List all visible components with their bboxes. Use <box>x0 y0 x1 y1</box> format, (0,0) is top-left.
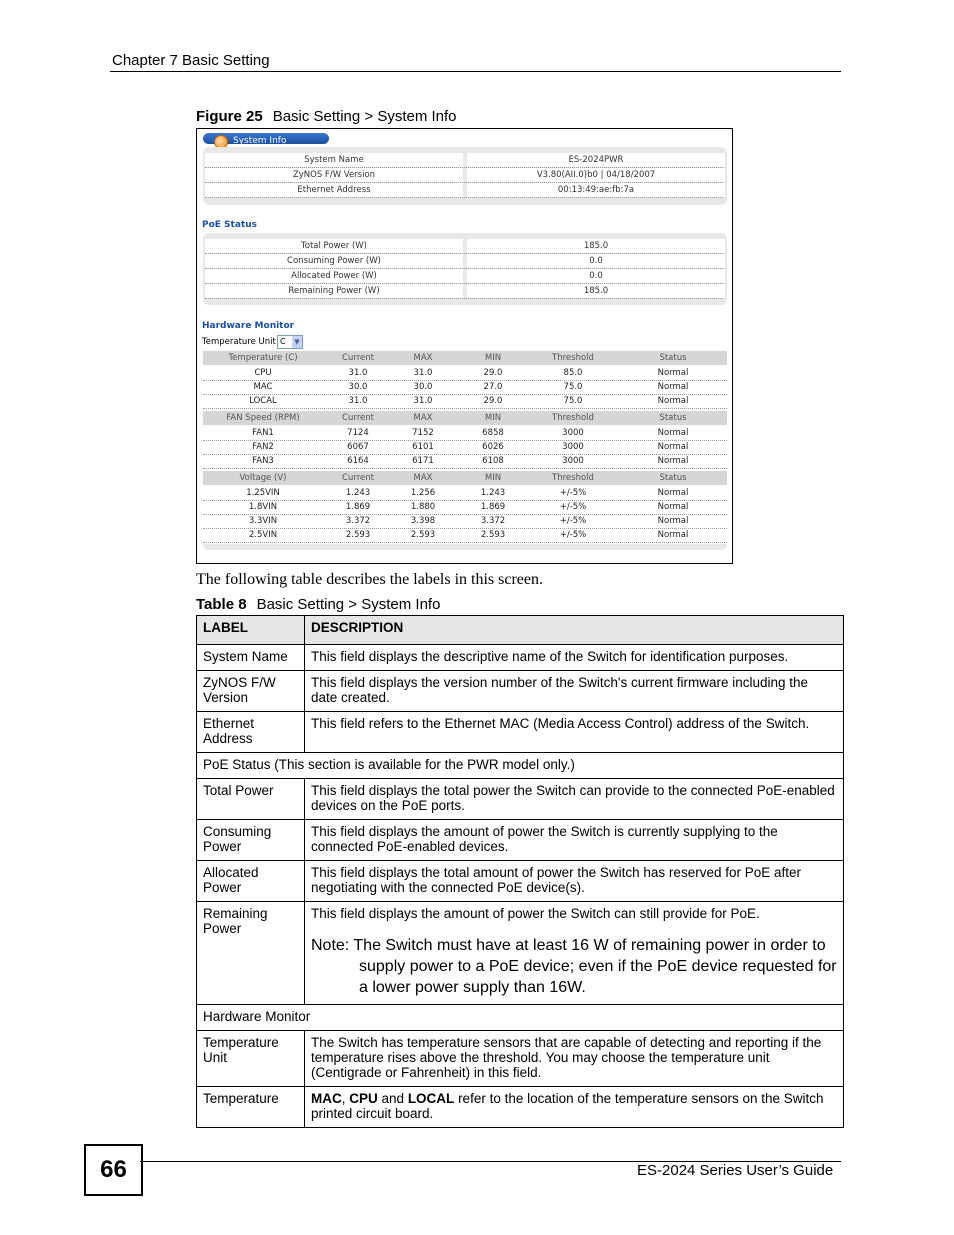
cell: +/-5% <box>559 488 587 498</box>
cell: MAC <box>253 382 273 392</box>
col-header: Status <box>659 473 687 483</box>
cell: 3.372 <box>345 516 371 526</box>
cell: 31.0 <box>413 368 433 378</box>
col-header: Status <box>659 353 687 363</box>
conjunction: and <box>377 1091 408 1106</box>
cell: 3.398 <box>410 516 436 526</box>
cell: 31.0 <box>348 368 368 378</box>
cell: 3000 <box>562 428 584 438</box>
col-header: Current <box>342 353 374 363</box>
info-value: V3.80(AII.0)b0 | 04/18/2007 <box>467 168 725 182</box>
voltage-row <box>203 514 727 529</box>
cell: Normal <box>657 428 689 438</box>
figure-title: Basic Setting > System Info <box>272 108 457 125</box>
cell: 1.243 <box>345 488 371 498</box>
cell: 1.869 <box>345 502 371 512</box>
col-header: MAX <box>413 413 433 423</box>
info-value: 00:13:49:ae:fb:7a <box>467 183 725 197</box>
col-header: FAN Speed (RPM) <box>226 413 300 423</box>
cell: 2.593 <box>410 530 436 540</box>
cell: 29.0 <box>483 396 503 406</box>
cell: FAN1 <box>252 428 274 438</box>
row-description: This field refers to the Ethernet MAC (Media Access Control) address of the Switch. <box>305 712 844 753</box>
voltage-row <box>203 528 727 543</box>
cell: 29.0 <box>483 368 503 378</box>
note-text: Note: The Switch must have at least 16 W of remaining power in order to supply power to a PoE device; even if the PoE device requested for a lower power supply than 16W. <box>311 937 837 996</box>
cell: 6858 <box>482 428 504 438</box>
fan-header <box>203 411 727 425</box>
cell: +/-5% <box>559 516 587 526</box>
table-row <box>197 712 844 753</box>
cell: 6171 <box>412 456 434 466</box>
table-row <box>197 902 844 1005</box>
voltage-row <box>203 486 727 501</box>
voltage-header <box>203 471 727 485</box>
temperature-unit-value: C <box>280 337 286 346</box>
hardware-section-label: Hardware Monitor <box>197 1005 844 1031</box>
row-description-cell <box>305 902 844 1005</box>
table-row <box>197 1031 844 1087</box>
poe-value: 185.0 <box>467 239 725 253</box>
chevron-down-icon[interactable]: ▼ <box>292 336 302 348</box>
info-row <box>205 168 723 183</box>
cell: 30.0 <box>348 382 368 392</box>
cell: 30.0 <box>413 382 433 392</box>
col-header: Threshold <box>552 413 594 423</box>
table-row <box>197 820 844 861</box>
row-label: ZyNOS F/W Version <box>197 671 305 712</box>
temperature-header <box>203 351 727 365</box>
info-row <box>205 153 723 168</box>
separator: , <box>341 1091 350 1106</box>
cell: 7152 <box>412 428 434 438</box>
system-info-screenshot <box>196 128 733 564</box>
cell: LOCAL <box>249 396 277 406</box>
poe-value: 185.0 <box>467 284 725 298</box>
intro-text: The following table describes the labels in this screen. <box>196 571 544 588</box>
fan-row <box>203 440 727 455</box>
row-description: refer to the location of the temperature sensors on the Switch printed circuit board. <box>311 1091 824 1121</box>
poe-key: Consuming Power (W) <box>205 254 463 268</box>
cpu-term: CPU <box>349 1091 378 1106</box>
fan-row <box>203 426 727 441</box>
cell: FAN3 <box>252 456 274 466</box>
cell: Normal <box>657 382 689 392</box>
cell: Normal <box>657 488 689 498</box>
row-label: Temperature <box>197 1087 305 1128</box>
poe-row <box>205 284 723 299</box>
row-label: Allocated Power <box>197 861 305 902</box>
cell: 6164 <box>347 456 369 466</box>
poe-status-title: PoE Status <box>202 220 257 230</box>
cell: 1.8VIN <box>248 502 278 512</box>
cell: 75.0 <box>563 382 583 392</box>
info-key: System Name <box>205 153 463 167</box>
tab-system-info[interactable] <box>203 133 329 144</box>
cell: 75.0 <box>563 396 583 406</box>
temperature-row <box>203 380 727 395</box>
hardware-monitor-panel-bottom <box>203 544 727 550</box>
col-header: Current <box>342 473 374 483</box>
cell: Normal <box>657 442 689 452</box>
row-description-cell <box>305 1087 844 1128</box>
section-row <box>197 1005 844 1031</box>
row-label: System Name <box>197 645 305 671</box>
cell: 3000 <box>562 456 584 466</box>
table-caption <box>196 596 440 613</box>
figure-label: Figure 25 <box>196 108 263 125</box>
poe-value: 0.0 <box>467 269 725 283</box>
description-header: DESCRIPTION <box>305 616 844 645</box>
cell: 3.3VIN <box>248 516 278 526</box>
cell: 31.0 <box>413 396 433 406</box>
poe-value: 0.0 <box>467 254 725 268</box>
poe-row <box>205 254 723 269</box>
section-row <box>197 753 844 779</box>
info-value: ES-2024PWR <box>467 153 725 167</box>
info-row <box>205 183 723 198</box>
poe-key: Remaining Power (W) <box>205 284 463 298</box>
table-row <box>197 671 844 712</box>
voltage-row <box>203 500 727 515</box>
cell: 27.0 <box>483 382 503 392</box>
poe-section-label: PoE Status (This section is available for the PWR model only.) <box>197 753 844 779</box>
cell: 6101 <box>412 442 434 452</box>
row-description: This field displays the amount of power the Switch can still provide for PoE. <box>311 906 760 921</box>
cell: Normal <box>657 456 689 466</box>
system-info-panel <box>203 147 727 205</box>
col-header: MIN <box>484 353 502 363</box>
cell: 7124 <box>347 428 369 438</box>
page-number: 66 <box>84 1144 143 1196</box>
col-header: Temperature (C) <box>228 353 298 363</box>
poe-row <box>205 269 723 284</box>
row-description: The Switch has temperature sensors that are capable of detecting and reporting if the temperature rises above the threshold. You may choose the temperature unit (Centigrade or Fahrenheit) in this field. <box>305 1031 844 1087</box>
table-row <box>197 1087 844 1128</box>
local-term: LOCAL <box>407 1091 455 1106</box>
info-key: Ethernet Address <box>205 183 463 197</box>
cell: 1.869 <box>480 502 506 512</box>
col-header: Threshold <box>552 473 594 483</box>
cell: FAN2 <box>252 442 274 452</box>
table-header-row <box>197 616 844 645</box>
temperature-row <box>203 394 727 409</box>
cell: 6067 <box>347 442 369 452</box>
col-header: MIN <box>484 473 502 483</box>
col-header: MIN <box>484 413 502 423</box>
temperature-row <box>203 366 727 381</box>
table-row <box>197 645 844 671</box>
table-row <box>197 779 844 820</box>
poe-row <box>205 239 723 254</box>
col-header: Voltage (V) <box>239 473 287 483</box>
temperature-unit-select[interactable] <box>277 335 303 349</box>
row-label: Temperature Unit <box>197 1031 305 1087</box>
cell: 6026 <box>482 442 504 452</box>
cell: 1.880 <box>410 502 436 512</box>
cell: 85.0 <box>563 368 583 378</box>
table-row <box>197 861 844 902</box>
row-description: This field displays the descriptive name of the Switch for identification purposes. <box>305 645 844 671</box>
fan-row <box>203 454 727 469</box>
cell: 31.0 <box>348 396 368 406</box>
temperature-unit-label: Temperature Unit <box>202 337 276 347</box>
label-header: LABEL <box>197 616 305 645</box>
col-header: Current <box>342 413 374 423</box>
guide-title: ES-2024 Series User’s Guide <box>637 1162 834 1179</box>
cell: CPU <box>254 368 272 378</box>
cell: Normal <box>657 368 689 378</box>
row-label: Consuming Power <box>197 820 305 861</box>
cell: +/-5% <box>559 530 587 540</box>
row-label: Total Power <box>197 779 305 820</box>
cell: Normal <box>657 516 689 526</box>
col-header: Status <box>659 413 687 423</box>
row-label: Remaining Power <box>197 902 305 1005</box>
col-header: MAX <box>413 353 433 363</box>
cell: 6108 <box>482 456 504 466</box>
cell: Normal <box>657 396 689 406</box>
cell: +/-5% <box>559 502 587 512</box>
table-title: Basic Setting > System Info <box>256 596 441 613</box>
cell: Normal <box>657 502 689 512</box>
table-label: Table 8 <box>196 596 247 613</box>
row-description: This field displays the amount of power the Switch is currently supplying to the connected PoE-enabled devices. <box>305 820 844 861</box>
tab-label: System Info <box>233 136 287 146</box>
cell: 3.372 <box>480 516 506 526</box>
col-header: Threshold <box>552 353 594 363</box>
mac-term: MAC <box>311 1091 342 1106</box>
cell: Normal <box>657 530 689 540</box>
cell: 2.5VIN <box>248 530 278 540</box>
row-label: Ethernet Address <box>197 712 305 753</box>
hardware-monitor-title: Hardware Monitor <box>202 321 295 331</box>
figure-caption <box>196 108 457 125</box>
info-key: ZyNOS F/W Version <box>205 168 463 182</box>
row-description: This field displays the total amount of power the Switch has reserved for PoE after negotiating with the connected PoE device(s). <box>305 861 844 902</box>
row-description: This field displays the version number of the Switch's current firmware including the date created. <box>305 671 844 712</box>
cell: 1.256 <box>410 488 436 498</box>
row-description: This field displays the total power the Switch can provide to the connected PoE-enabled devices on the PoE ports. <box>305 779 844 820</box>
cell: 1.25VIN <box>246 488 280 498</box>
header-rule <box>110 71 841 72</box>
cell: 2.593 <box>480 530 506 540</box>
chapter-header: Chapter 7 Basic Setting <box>112 52 270 69</box>
label-description-table <box>196 615 844 1128</box>
poe-status-panel <box>203 233 727 305</box>
cell: 2.593 <box>345 530 371 540</box>
poe-key: Total Power (W) <box>205 239 463 253</box>
col-header: MAX <box>413 473 433 483</box>
cell: 3000 <box>562 442 584 452</box>
poe-key: Allocated Power (W) <box>205 269 463 283</box>
cell: 1.243 <box>480 488 506 498</box>
